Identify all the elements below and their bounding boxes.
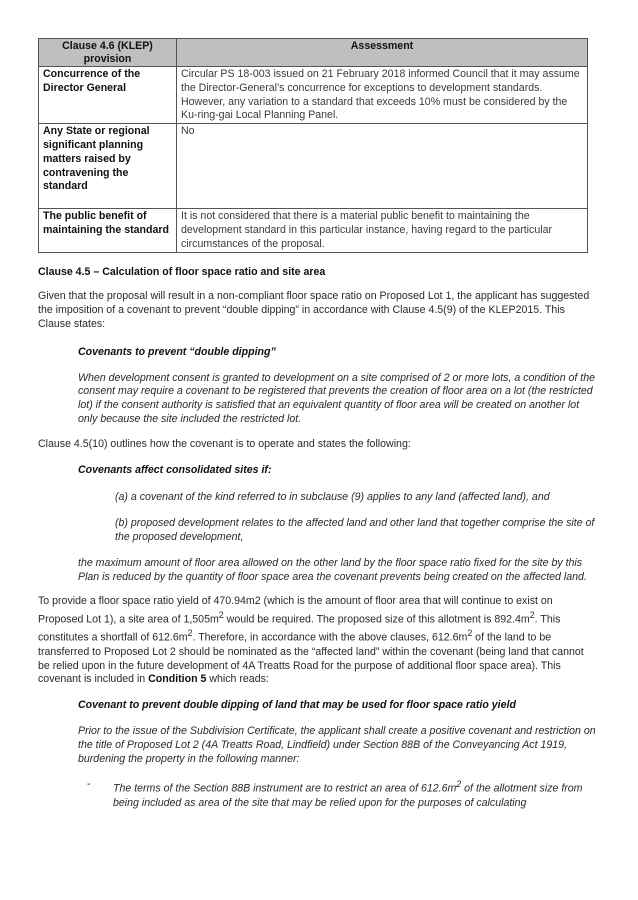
dash-bullet: - xyxy=(87,778,91,791)
assessment-cell: No xyxy=(177,124,588,209)
table-row xyxy=(39,67,588,124)
superscript: 2 xyxy=(456,779,462,790)
list-item xyxy=(38,778,598,810)
quote1-heading: Covenants to prevent “double dipping” xyxy=(78,345,276,358)
superscript: 2 xyxy=(467,628,473,639)
provision-cell: Any State or regional significant planning matters raised by contravening the standard xyxy=(39,124,177,209)
superscript: 2 xyxy=(218,610,224,621)
superscript: 2 xyxy=(187,628,193,639)
list-item-text xyxy=(113,778,598,810)
calc-text: . This constitutes a shortfall of 612.6m xyxy=(38,613,561,644)
calc-text: of the land to be transferred to Proposed Lot 2 should be nominated as the “affected land” within the covenant (being land that cannot be relied upon in the future development of 4A Treatts Road for the purpose of additional floor space area). This covenant is included in xyxy=(38,631,584,686)
quote1-text: When development consent is granted to development on a site comprised of 2 or more lots, a condition of the consent may require a covenant to be registered that prevents the creation of floor area on a lot (the restricted lot) if the consent authority is satisfied that an equivalent quantity of floor area will be created on another lot only because the site included the restricted lot. xyxy=(78,371,596,425)
calc-text: To provide a floor space ratio yield of 470.94m2 (which is the amount of floor area that will continue to exist on Proposed Lot 1), a site area of 1,505m xyxy=(38,595,553,626)
quote2-item-a: (a) a covenant of the kind referred to in subclause (9) applies to any land (affected land), and xyxy=(115,491,550,504)
clause-10-intro: Clause 4.5(10) outlines how the covenant is to operate and states the following: xyxy=(38,437,411,450)
condition-text: Prior to the issue of the Subdivision Certificate, the applicant shall create a positive covenant and restriction on the title of Proposed Lot 2 (4A Treatts Road, Lindfield) under Section 88B of the Conveyancing Act 1919, burdening the property in the following manner: xyxy=(78,724,596,765)
table-row xyxy=(39,124,588,209)
quote2-tail: the maximum amount of floor area allowed on the other land by the floor space ratio fixed for the site by this Plan is reduced by the quantity of floor space area the covenant prevents being created on the affected land. xyxy=(78,556,587,583)
provision-cell: Concurrence of the Director General xyxy=(39,67,177,124)
calculation-paragraph xyxy=(38,595,598,687)
condition-reference: Condition 5 xyxy=(148,673,207,686)
document-page xyxy=(38,38,598,810)
provision-cell: The public benefit of maintaining the standard xyxy=(39,209,177,252)
calc-text: . Therefore, in accordance with the above clauses, 612.6m xyxy=(192,631,468,644)
section-heading: Clause 4.5 – Calculation of floor space ratio and site area xyxy=(38,265,326,278)
assessment-table xyxy=(38,38,588,253)
table-header-row xyxy=(39,39,588,67)
quote2-item-b: (b) proposed development relates to the affected land and other land that together comprise the site of the proposed development, xyxy=(115,517,595,543)
calc-text: would be required. The proposed size of this allotment is 892.4m xyxy=(223,613,530,626)
bullet-text: of the allotment size from being included as area of the site that may be relied upon for the purposes of calculating xyxy=(113,782,583,809)
calc-text: which reads: xyxy=(206,673,269,686)
assessment-cell: It is not considered that there is a material public benefit to maintaining the development standard in this particular instance, having regard to the particular circumstances of the proposal. xyxy=(177,209,588,252)
header-assessment: Assessment xyxy=(177,39,588,67)
header-provision: Clause 4.6 (KLEP) provision xyxy=(39,39,177,67)
superscript: 2 xyxy=(529,610,535,621)
assessment-cell: Circular PS 18-003 issued on 21 February 2018 informed Council that it may assume the Director-General’s concurrence for exceptions to development standards. However, any variation to a standard that exceeds 10% must be considered by the Ku-ring-gai Local Planning Panel. xyxy=(177,67,588,124)
quote2-heading: Covenants affect consolidated sites if: xyxy=(78,463,272,476)
bullet-text: The terms of the Section 88B instrument are to restrict an area of 612.6m xyxy=(113,782,457,795)
table-row xyxy=(39,209,588,252)
condition-heading: Covenant to prevent double dipping of land that may be used for floor space ratio yield xyxy=(78,699,516,712)
intro-paragraph: Given that the proposal will result in a non-compliant floor space ratio on Proposed Lot 1, the applicant has suggested the imposition of a covenant to prevent “double dipping” in accordance with Clause 4.5(9) of the KLEP2015. This Clause states: xyxy=(38,290,590,330)
